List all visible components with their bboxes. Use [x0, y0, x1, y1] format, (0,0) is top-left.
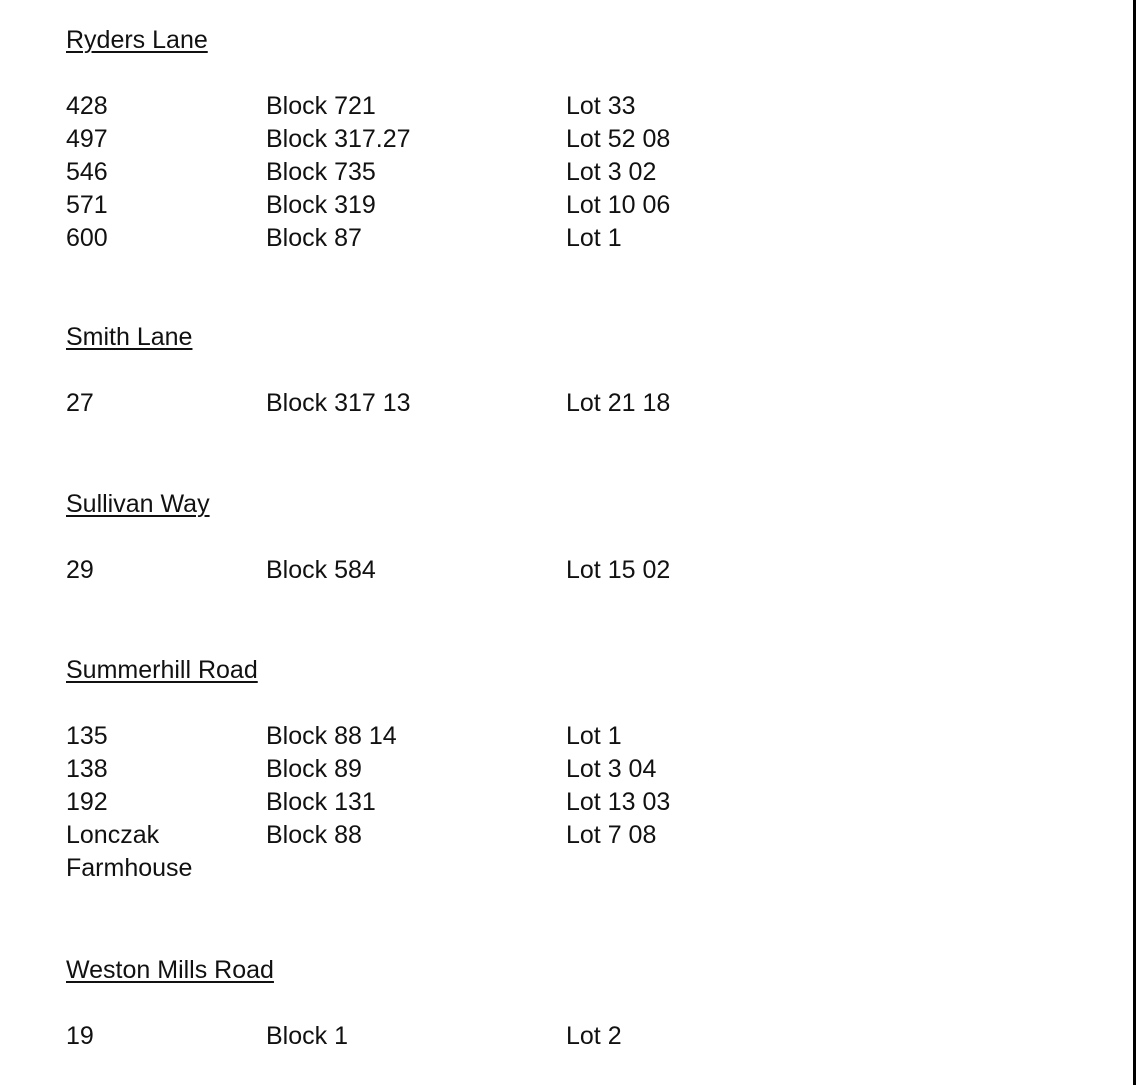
property-row — [66, 554, 866, 587]
block-value: Block 88 — [266, 821, 362, 849]
lot-value: Lot 3 04 — [566, 755, 657, 783]
block-value: Block 131 — [266, 788, 376, 816]
property-list — [66, 387, 866, 420]
section-title: Summerhill Road — [66, 656, 258, 684]
property-number: 546 — [66, 158, 108, 186]
block-value: Block 721 — [266, 92, 376, 120]
block-value: Block 317 13 — [266, 389, 411, 417]
section-title: Ryders Lane — [66, 26, 208, 54]
property-list — [66, 90, 866, 255]
property-row — [66, 156, 866, 189]
lot-value: Lot 10 06 — [566, 191, 671, 219]
block-value: Block 1 — [266, 1022, 348, 1050]
property-row — [66, 786, 866, 819]
property-number: 497 — [66, 125, 108, 153]
property-number: 571 — [66, 191, 108, 219]
property-number: 29 — [66, 556, 94, 584]
property-row — [66, 387, 866, 420]
section-ryders-lane — [66, 25, 866, 255]
section-summerhill-road — [66, 655, 866, 885]
property-list — [66, 720, 866, 885]
lot-value: Lot 2 — [566, 1022, 622, 1050]
property-number: 135 — [66, 722, 108, 750]
property-number: 600 — [66, 224, 108, 252]
block-value: Block 87 — [266, 224, 362, 252]
block-value: Block 584 — [266, 556, 376, 584]
block-value: Block 88 14 — [266, 722, 397, 750]
property-row — [66, 819, 866, 885]
block-value: Block 319 — [266, 191, 376, 219]
property-number: 19 — [66, 1022, 94, 1050]
property-number: Lonczak Farmhouse — [66, 821, 193, 882]
block-value: Block 89 — [266, 755, 362, 783]
property-number: 138 — [66, 755, 108, 783]
property-list — [66, 1020, 866, 1053]
lot-value: Lot 3 02 — [566, 158, 657, 186]
section-weston-mills-road — [66, 955, 866, 1053]
property-row — [66, 1020, 866, 1053]
property-row — [66, 189, 866, 222]
property-row — [66, 720, 866, 753]
property-number: 27 — [66, 389, 94, 417]
lot-value: Lot 33 — [566, 92, 636, 120]
lot-value: Lot 1 — [566, 722, 622, 750]
lot-value: Lot 15 02 — [566, 556, 671, 584]
section-smith-lane — [66, 322, 866, 420]
block-value: Block 735 — [266, 158, 376, 186]
lot-value: Lot 7 08 — [566, 821, 657, 849]
lot-value: Lot 21 18 — [566, 389, 671, 417]
lot-value: Lot 52 08 — [566, 125, 671, 153]
section-title: Sullivan Way — [66, 490, 210, 518]
property-number: 192 — [66, 788, 108, 816]
property-row — [66, 90, 866, 123]
section-title: Smith Lane — [66, 323, 193, 351]
property-row — [66, 123, 866, 156]
block-value: Block 317.27 — [266, 125, 411, 153]
lot-value: Lot 13 03 — [566, 788, 671, 816]
section-title: Weston Mills Road — [66, 956, 274, 984]
property-row — [66, 753, 866, 786]
lot-value: Lot 1 — [566, 224, 622, 252]
property-row — [66, 222, 866, 255]
page-edge-border — [1133, 0, 1136, 1085]
property-list — [66, 554, 866, 587]
section-sullivan-way — [66, 489, 866, 587]
property-number: 428 — [66, 92, 108, 120]
